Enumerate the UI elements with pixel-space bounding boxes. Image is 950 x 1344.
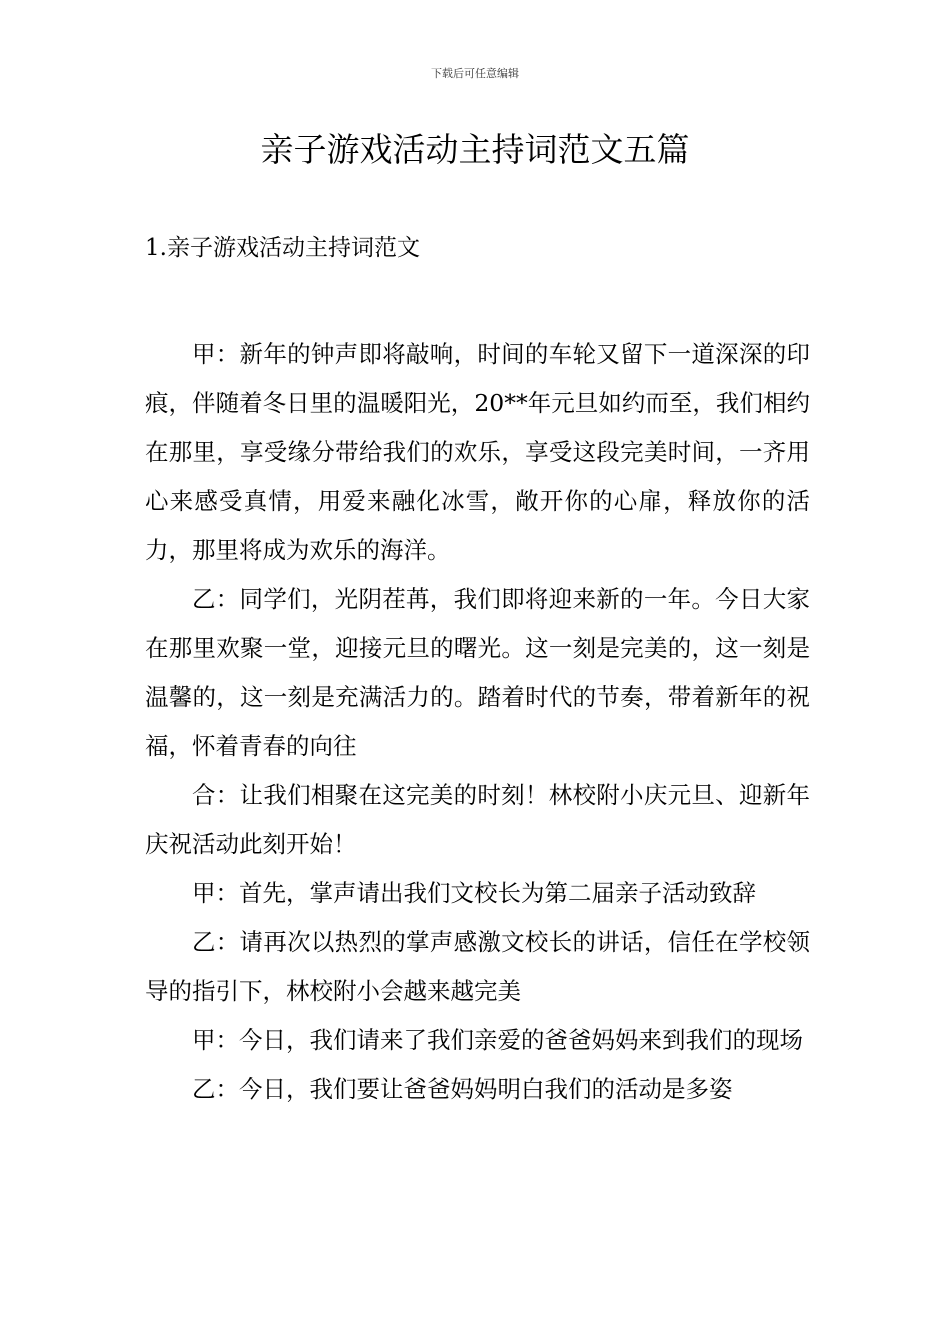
- paragraph: 乙：同学们，光阴茬苒，我们即将迎来新的一年。今日大家在那里欢聚一堂，迎接元旦的曙光。这一刻是完美的，这一刻是温馨的，这一刻是充满活力的。踏着时代的节奏，带着新年的祝福，怀着青春的向往: [145, 585, 810, 760]
- paragraph: 甲：首先，掌声请出我们文校长为第二届亲子活动致辞: [192, 879, 756, 907]
- paragraph: 甲：新年的钟声即将敲响，时间的车轮又留下一道深深的印痕，伴随着冬日里的温暖阳光，20**年元旦如约而至，我们相约在那里，享受缘分带给我们的欢乐，享受这段完美时间，一齐用心来感受真情，用爱来融化冰雪，敞开你的心扉，释放你的活力，那里将成为欢乐的海洋。: [145, 340, 810, 564]
- paragraph: 乙：请再次以热烈的掌声感激文校长的讲话，信任在学校领导的指引下，林校附小会越来越完美: [145, 928, 810, 1005]
- section-heading: 1.亲子游戏活动主持词范文: [145, 235, 420, 261]
- document-body: [145, 330, 810, 1114]
- document-title: 亲子游戏活动主持词范文五篇: [260, 130, 690, 169]
- header-note: 下载后可任意编辑: [431, 67, 519, 80]
- paragraph: 乙：今日，我们要让爸爸妈妈明白我们的活动是多姿: [192, 1075, 733, 1103]
- paragraph: 甲：今日，我们请来了我们亲爱的爸爸妈妈来到我们的现场: [192, 1026, 803, 1054]
- paragraph: 合：让我们相聚在这完美的时刻！林校附小庆元旦、迎新年庆祝活动此刻开始！: [145, 781, 810, 858]
